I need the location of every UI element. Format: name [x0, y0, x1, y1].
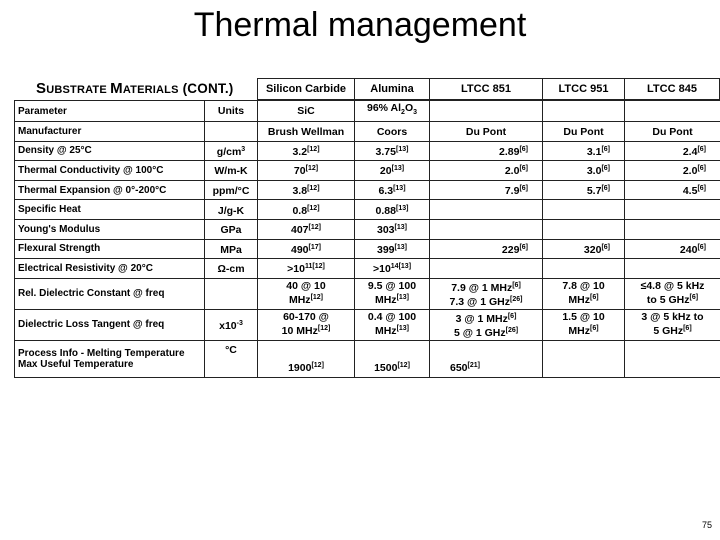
value-cell: 5.7[6]	[543, 180, 625, 200]
value-cell: 0.88[13]	[355, 200, 430, 220]
value-cell: 3.0[6]	[543, 161, 625, 181]
table-header-row	[15, 101, 720, 122]
value-cell: 3.2[12]	[258, 141, 355, 161]
header-alumina-composition: 96% $Al_2O_3$	[355, 101, 430, 122]
value-cell: 2.0[6]	[625, 161, 720, 181]
header-units: Units	[205, 101, 258, 122]
unit-cell: MPa	[205, 239, 258, 259]
slide-title: Thermal management	[193, 6, 527, 44]
parameter-label: Young's Modulus	[15, 219, 205, 239]
value-cell: 3.1[6]	[543, 141, 625, 161]
parameter-label: Manufacturer	[15, 122, 205, 142]
column-header-row	[14, 78, 720, 100]
table-section-heading: SUBSTRATE MATERIALS (CONT.)	[36, 80, 234, 97]
header-sic: SiC	[258, 101, 355, 122]
value-cell: Coors	[355, 122, 430, 142]
value-cell: 2.0[6]	[430, 161, 543, 181]
value-cell	[430, 259, 543, 279]
value-cell: Du Pont	[543, 122, 625, 142]
unit-cell	[205, 122, 258, 142]
parameter-label: Density @ 25°C	[15, 141, 205, 161]
column-header-silicon-carbide: Silicon Carbide	[257, 78, 355, 100]
value-cell: 240[6]	[625, 239, 720, 259]
value-cell	[625, 219, 720, 239]
table-row-dielectric-constant: Rel. Dielectric Constant @ freq 40 @ 10 MHz[12] 9.5 @ 100 MHz[13] 7.9 @ 1 MHz[6] 7.3 @ 1 GHz[26] 7.8 @ 10 MHz[6] ≤4.8 @ 5 kHz to 5 GHz[6]	[15, 278, 720, 309]
value-cell: 2.89[6]	[430, 141, 543, 161]
header-parameter: Parameter	[15, 101, 205, 122]
value-cell: 229[6]	[430, 239, 543, 259]
table-row-electrical-resistivity	[15, 259, 720, 279]
value-cell: 6.3[13]	[355, 180, 430, 200]
value-cell: 320[6]	[543, 239, 625, 259]
table-row-manufacturer	[15, 122, 720, 142]
value-cell: $>10^{11[12]}$	[258, 259, 355, 279]
table-row-flexural-strength	[15, 239, 720, 259]
value-cell	[543, 259, 625, 279]
table-row-specific-heat	[15, 200, 720, 220]
value-cell: Du Pont	[625, 122, 720, 142]
value-cell: 7.9[6]	[430, 180, 543, 200]
table-row-process-info: Process Info - Melting Temperature Max Useful Temperature °C 1900[12] 1500[12] 650[21]	[15, 340, 720, 377]
value-cell: 3.75[13]	[355, 141, 430, 161]
column-header-ltcc-851: LTCC 851	[429, 78, 543, 100]
value-cell: 0.8[12]	[258, 200, 355, 220]
value-cell: $>10^{14[13]}$	[355, 259, 430, 279]
value-cell: 399[13]	[355, 239, 430, 259]
value-cell	[430, 200, 543, 220]
unit-cell: Ω-cm	[205, 259, 258, 279]
substrate-materials-table	[14, 100, 720, 378]
table-row-youngs-modulus	[15, 219, 720, 239]
unit-cell: ppm/°C	[205, 180, 258, 200]
value-cell	[543, 200, 625, 220]
unit-cell: GPa	[205, 219, 258, 239]
parameter-label: Thermal Expansion @ 0°-200°C	[15, 180, 205, 200]
unit-cell: W/m-K	[205, 161, 258, 181]
table-row-thermal-expansion	[15, 180, 720, 200]
value-cell: 20[13]	[355, 161, 430, 181]
value-cell: 4.5[6]	[625, 180, 720, 200]
column-header-ltcc-845: LTCC 845	[624, 78, 720, 100]
table-row-thermal-conductivity	[15, 161, 720, 181]
value-cell: 2.4[6]	[625, 141, 720, 161]
column-header-ltcc-951: LTCC 951	[542, 78, 625, 100]
parameter-label: Specific Heat	[15, 200, 205, 220]
value-cell	[543, 219, 625, 239]
parameter-label: Thermal Conductivity @ 100°C	[15, 161, 205, 181]
unit-cell: $g/cm^3$	[205, 141, 258, 161]
value-cell: Du Pont	[430, 122, 543, 142]
table-row-density	[15, 141, 720, 161]
value-cell: 407[12]	[258, 219, 355, 239]
value-cell	[430, 219, 543, 239]
parameter-label: Flexural Strength	[15, 239, 205, 259]
page-number: 75	[701, 520, 712, 530]
parameter-label: Electrical Resistivity @ 20°C	[15, 259, 205, 279]
column-header-alumina: Alumina	[354, 78, 430, 100]
value-cell: 303[13]	[355, 219, 430, 239]
table-row-loss-tangent: Dielectric Loss Tangent @ freq $x10^{-3}$ 60-170 @ 10 MHz[12] 0.4 @ 100 MHz[13] 3 @ 1 MHz[6] 5 @ 1 GHz[26] 1.5 @ 10 MHz[6] 3 @ 5 kHz to 5 GHz[6]	[15, 309, 720, 340]
value-cell	[625, 200, 720, 220]
unit-cell: J/g-K	[205, 200, 258, 220]
value-cell: 70[12]	[258, 161, 355, 181]
value-cell	[625, 259, 720, 279]
value-cell: 490[17]	[258, 239, 355, 259]
value-cell: 3.8[12]	[258, 180, 355, 200]
value-cell: Brush Wellman	[258, 122, 355, 142]
